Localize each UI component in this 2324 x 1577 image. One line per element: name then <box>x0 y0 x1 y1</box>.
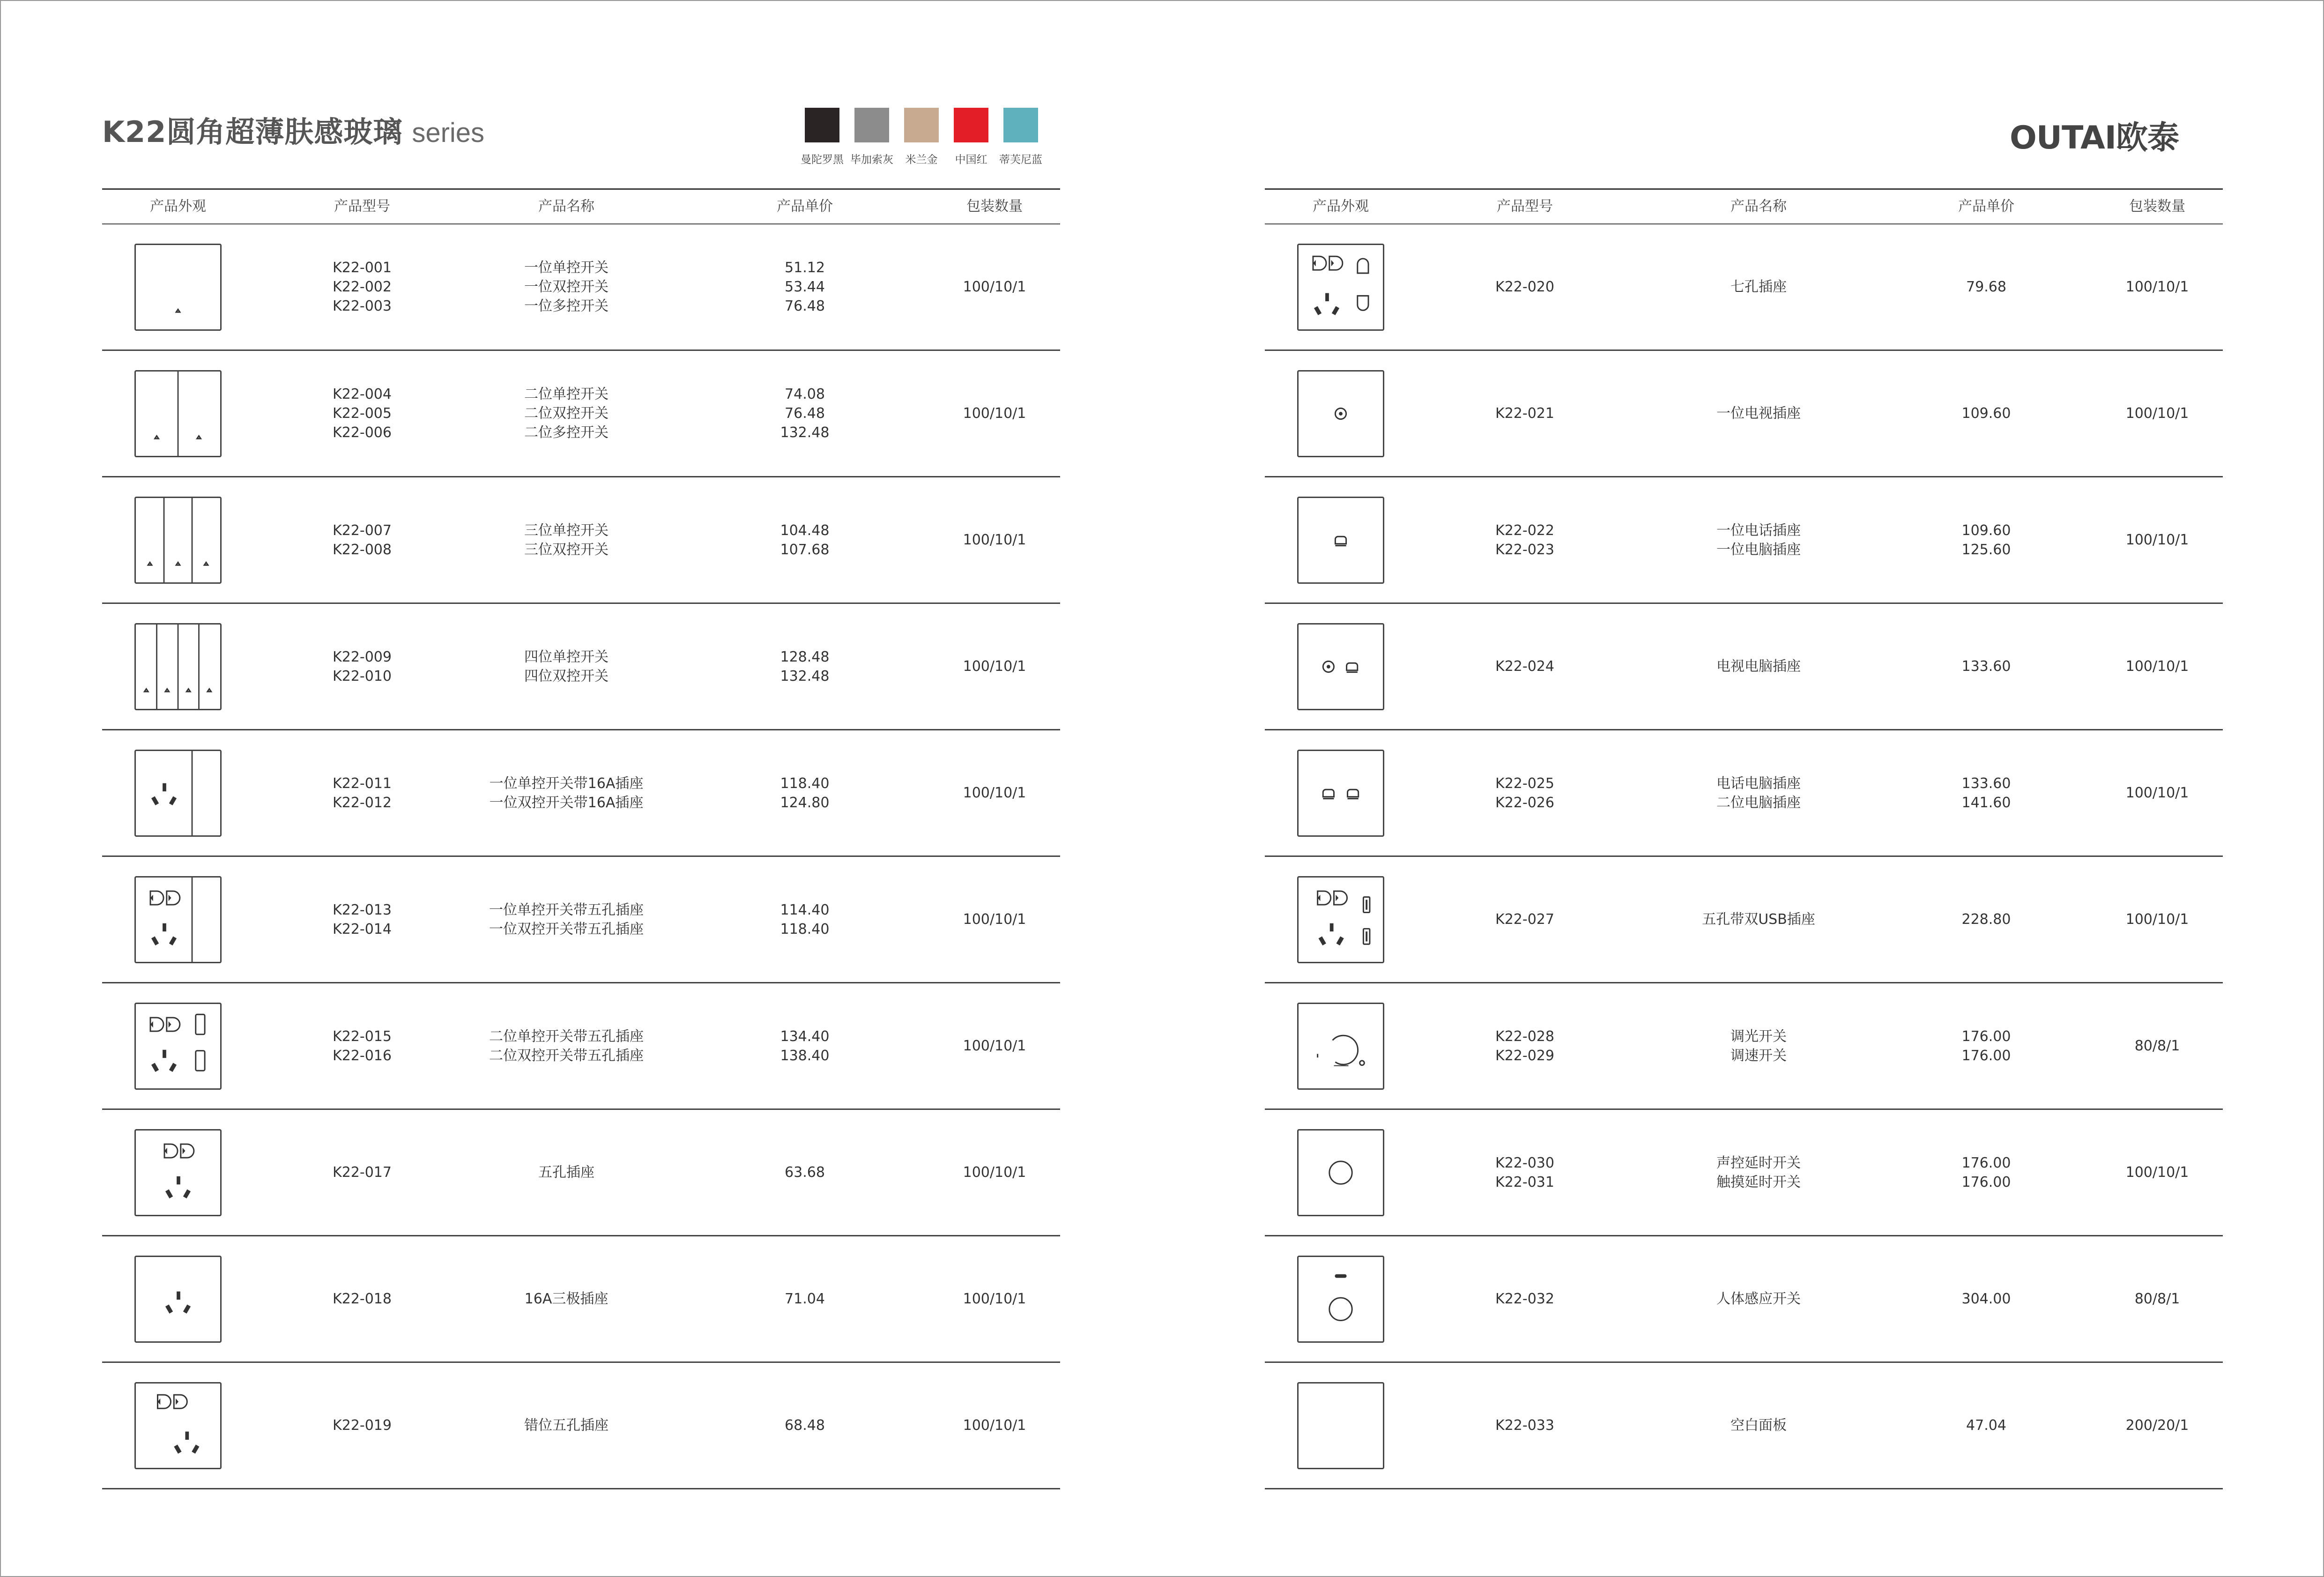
model-cell <box>333 604 392 729</box>
cell-text: 电视电脑插座 <box>1716 658 1801 675</box>
header-appearance: 产品外观 <box>150 198 206 215</box>
quantity-cell <box>963 857 1026 982</box>
name-cell <box>524 477 609 603</box>
price-cell <box>780 604 830 729</box>
cell-text: K22-022 <box>1495 522 1554 539</box>
color-label: 毕加索灰 <box>850 154 893 166</box>
cell-text: K22-007 <box>333 522 392 539</box>
cell-text: 100/10/1 <box>2125 911 2189 928</box>
cell-text: 二位单控开关 <box>524 386 609 402</box>
table-row <box>102 477 1060 604</box>
cell-text: 109.60 <box>1961 405 2011 422</box>
name-cell <box>524 351 609 476</box>
cell-text: 一位电话插座 <box>1716 522 1801 539</box>
cell-text: 五孔带双USB插座 <box>1702 911 1815 928</box>
color-swatch <box>943 108 999 166</box>
quantity-cell <box>963 604 1026 729</box>
table-row <box>1265 224 2223 351</box>
cell-text: 100/10/1 <box>2125 1164 2189 1181</box>
name-cell <box>524 224 609 350</box>
cell-text: K22-005 <box>333 405 392 422</box>
model-cell <box>1495 857 1554 982</box>
table-row <box>102 224 1060 351</box>
model-cell <box>1495 604 1554 729</box>
model-cell <box>333 983 392 1108</box>
header-price: 产品单价 <box>777 198 833 215</box>
color-swatch <box>894 108 949 166</box>
price-cell <box>785 224 825 350</box>
cell-text: K22-009 <box>333 648 392 665</box>
name-cell <box>1730 224 1787 350</box>
cell-text: 16A三极插座 <box>524 1291 609 1307</box>
price-cell <box>780 351 830 476</box>
table-row <box>102 730 1060 857</box>
price-cell <box>1962 477 2011 603</box>
model-cell <box>333 857 392 982</box>
color-label: 中国红 <box>955 154 988 166</box>
cell-text: 124.80 <box>780 794 830 811</box>
cell-text: 二位双控开关 <box>524 405 609 422</box>
cell-text: 80/8/1 <box>2134 1291 2180 1307</box>
cell-text: 一位单控开关 <box>524 260 609 276</box>
table-row <box>102 983 1060 1110</box>
price-cell <box>1966 224 2006 350</box>
seven-pin-socket-icon <box>1297 244 1384 331</box>
price-cell <box>785 1363 825 1488</box>
cell-text: 电话电脑插座 <box>1716 775 1801 792</box>
price-cell <box>1962 1236 2011 1361</box>
quantity-cell <box>963 1236 1026 1361</box>
cell-text: K22-031 <box>1495 1174 1554 1190</box>
price-cell <box>1962 730 2011 855</box>
model-cell <box>333 477 392 603</box>
cell-text: 调光开关 <box>1730 1028 1787 1045</box>
cell-text: 176.00 <box>1961 1047 2011 1064</box>
header-name: 产品名称 <box>538 198 594 215</box>
cell-text: K22-013 <box>333 901 392 918</box>
cell-text: K22-032 <box>1495 1291 1554 1307</box>
motion-sensor-switch-icon <box>1297 1256 1384 1343</box>
price-cell <box>780 857 830 982</box>
quantity-cell <box>963 351 1026 476</box>
name-cell <box>489 983 644 1108</box>
price-cell <box>785 1110 825 1235</box>
cell-text: 二位电脑插座 <box>1716 794 1801 811</box>
cell-text: 63.68 <box>785 1164 825 1181</box>
model-cell <box>333 351 392 476</box>
header-quantity: 包装数量 <box>966 198 1023 215</box>
model-cell <box>1495 351 1554 476</box>
cell-text: 人体感应开关 <box>1716 1291 1801 1307</box>
cell-text: K22-016 <box>333 1047 392 1064</box>
cell-text: K22-018 <box>333 1291 392 1307</box>
cell-text: 100/10/1 <box>963 279 1026 295</box>
cell-text: 声控延时开关 <box>1716 1154 1801 1171</box>
switch-16a-socket-icon <box>134 750 222 837</box>
model-cell <box>1495 1363 1554 1488</box>
cell-text: 200/20/1 <box>2125 1417 2189 1434</box>
model-cell <box>333 1363 392 1488</box>
price-cell <box>1962 351 2011 476</box>
price-cell <box>1962 983 2011 1108</box>
dimmer-switch-icon <box>1297 1003 1384 1090</box>
cell-text: 125.60 <box>1961 541 2011 558</box>
cell-text: 304.00 <box>1961 1291 2011 1307</box>
table-row <box>102 857 1060 983</box>
price-cell <box>780 983 830 1108</box>
color-chip <box>954 108 988 142</box>
cell-text: K22-012 <box>333 794 392 811</box>
cell-text: K22-019 <box>333 1417 392 1434</box>
cell-text: 118.40 <box>780 775 830 792</box>
cell-text: 118.40 <box>780 921 830 937</box>
cell-text: 68.48 <box>785 1417 825 1434</box>
cell-text: 134.40 <box>780 1028 830 1045</box>
cell-text: K22-014 <box>333 921 392 937</box>
name-cell <box>1716 477 1801 603</box>
table-row <box>1265 1363 2223 1489</box>
cell-text: 100/10/1 <box>2125 785 2189 801</box>
cell-text: K22-029 <box>1495 1047 1554 1064</box>
quantity-cell <box>2135 1236 2180 1361</box>
cell-text: K22-004 <box>333 386 392 402</box>
color-chip <box>854 108 889 142</box>
two-data-socket-icon <box>1297 750 1384 837</box>
name-cell <box>1730 1363 1787 1488</box>
cell-text: K22-011 <box>333 775 392 792</box>
cell-text: K22-017 <box>333 1164 392 1181</box>
cell-text: 133.60 <box>1961 658 2011 675</box>
cell-text: 100/10/1 <box>2125 279 2189 295</box>
quantity-cell <box>2126 477 2189 603</box>
price-cell <box>1962 857 2011 982</box>
cell-text: 三位双控开关 <box>524 541 609 558</box>
cell-text: 三位单控开关 <box>524 522 609 539</box>
quantity-cell <box>2135 983 2180 1108</box>
color-chip <box>805 108 839 142</box>
catalog-title <box>102 109 484 150</box>
price-cell <box>780 477 830 603</box>
header-quantity: 包装数量 <box>2129 198 2185 215</box>
color-swatch <box>794 108 850 166</box>
cell-text: 132.48 <box>780 424 830 441</box>
cell-text: 100/10/1 <box>2125 532 2189 548</box>
quantity-cell <box>963 477 1026 603</box>
cell-text: 四位双控开关 <box>524 668 609 684</box>
table-row <box>1265 730 2223 857</box>
model-cell <box>333 730 392 855</box>
two-gang-switch-icon <box>134 370 222 457</box>
usb-socket-icon <box>1297 876 1384 963</box>
table-row <box>102 1110 1060 1236</box>
table-row <box>1265 857 2223 983</box>
cell-text: 一位双控开关 <box>524 279 609 295</box>
cell-text: 100/10/1 <box>963 911 1026 928</box>
name-cell <box>1730 983 1787 1108</box>
offset-five-pin-socket-icon <box>134 1382 222 1469</box>
cell-text: 100/10/1 <box>2125 658 2189 675</box>
cell-text: 79.68 <box>1966 279 2006 295</box>
quantity-cell <box>963 983 1026 1108</box>
product-table-right <box>1265 188 2223 1489</box>
cell-text: 一位双控开关带五孔插座 <box>489 921 644 937</box>
table-row <box>1265 1236 2223 1363</box>
price-cell <box>1966 1363 2006 1488</box>
cell-text: 51.12 <box>785 260 825 276</box>
tv-computer-socket-icon <box>1297 623 1384 710</box>
cell-text: K22-010 <box>333 668 392 684</box>
quantity-cell <box>2126 224 2189 350</box>
cell-text: K22-028 <box>1495 1028 1554 1045</box>
cell-text: K22-026 <box>1495 794 1554 811</box>
quantity-cell <box>963 730 1026 855</box>
switch-five-pin-socket-icon <box>134 876 222 963</box>
header-price: 产品单价 <box>1958 198 2014 215</box>
cell-text: K22-003 <box>333 298 392 314</box>
table-row <box>1265 983 2223 1110</box>
quantity-cell <box>2126 857 2189 982</box>
cell-text: K22-015 <box>333 1028 392 1045</box>
cell-text: 七孔插座 <box>1730 279 1787 295</box>
table-row <box>1265 477 2223 604</box>
name-cell <box>489 857 644 982</box>
cell-text: 空白面板 <box>1730 1417 1787 1434</box>
table-row <box>1265 351 2223 477</box>
blank-panel-icon <box>1297 1382 1384 1469</box>
color-swatch <box>844 108 899 166</box>
quantity-cell <box>2126 604 2189 729</box>
cell-text: 调速开关 <box>1730 1047 1787 1064</box>
two-switch-five-pin-socket-icon <box>134 1003 222 1090</box>
one-gang-switch-icon <box>134 244 222 331</box>
header-appearance: 产品外观 <box>1313 198 1369 215</box>
cell-text: K22-027 <box>1495 911 1554 928</box>
cell-text: 114.40 <box>780 901 830 918</box>
quantity-cell <box>963 1363 1026 1488</box>
model-cell <box>333 224 392 350</box>
five-pin-socket-icon <box>134 1129 222 1216</box>
cell-text: 141.60 <box>1961 794 2011 811</box>
cell-text: 74.08 <box>785 386 825 402</box>
color-swatch <box>993 108 1048 166</box>
cell-text: 100/10/1 <box>963 405 1026 422</box>
cell-text: 二位多控开关 <box>524 424 609 441</box>
cell-text: K22-033 <box>1495 1417 1554 1434</box>
cell-text: K22-001 <box>333 260 392 276</box>
name-cell <box>1716 351 1801 476</box>
color-chip <box>904 108 939 142</box>
cell-text: K22-023 <box>1495 541 1554 558</box>
name-cell <box>524 604 609 729</box>
header-model: 产品型号 <box>1497 198 1553 215</box>
cell-text: 触摸延时开关 <box>1716 1174 1801 1190</box>
model-cell <box>1495 1236 1554 1361</box>
table-row <box>102 1363 1060 1489</box>
cell-text: K22-025 <box>1495 775 1554 792</box>
color-label: 米兰金 <box>905 154 938 166</box>
cell-text: 五孔插座 <box>538 1164 594 1181</box>
model-cell <box>1495 477 1554 603</box>
name-cell <box>1716 730 1801 855</box>
price-cell <box>780 730 830 855</box>
cell-text: 一位电脑插座 <box>1716 541 1801 558</box>
quantity-cell <box>2126 1110 2189 1235</box>
model-cell <box>333 1110 392 1235</box>
cell-text: 100/10/1 <box>963 1038 1026 1054</box>
table-row <box>102 351 1060 477</box>
cell-text: 错位五孔插座 <box>524 1417 609 1434</box>
16a-socket-icon <box>134 1256 222 1343</box>
cell-text: 176.00 <box>1961 1028 2011 1045</box>
cell-text: K22-021 <box>1495 405 1554 422</box>
cell-text: 109.60 <box>1961 522 2011 539</box>
name-cell <box>1702 857 1815 982</box>
three-gang-switch-icon <box>134 497 222 584</box>
cell-text: 76.48 <box>785 298 825 314</box>
cell-text: 133.60 <box>1961 775 2011 792</box>
cell-text: 138.40 <box>780 1047 830 1064</box>
cell-text: 二位单控开关带五孔插座 <box>489 1028 644 1045</box>
color-label: 曼陀罗黑 <box>801 154 844 166</box>
color-swatches <box>801 108 1058 169</box>
quantity-cell <box>2126 351 2189 476</box>
cell-text: K22-020 <box>1495 279 1554 295</box>
cell-text: 71.04 <box>785 1291 825 1307</box>
name-cell <box>1716 1110 1801 1235</box>
name-cell <box>524 1363 609 1488</box>
cell-text: K22-024 <box>1495 658 1554 675</box>
cell-text: 176.00 <box>1961 1154 2011 1171</box>
name-cell <box>1716 1236 1801 1361</box>
table-row <box>102 1236 1060 1363</box>
tv-socket-icon <box>1297 370 1384 457</box>
cell-text: 80/8/1 <box>2134 1038 2180 1054</box>
cell-text: 176.00 <box>1961 1174 2011 1190</box>
table-row <box>1265 1110 2223 1236</box>
color-label: 蒂芙尼蓝 <box>999 154 1042 166</box>
cell-text: K22-006 <box>333 424 392 441</box>
cell-text: 一位单控开关带五孔插座 <box>489 901 644 918</box>
quantity-cell <box>963 224 1026 350</box>
quantity-cell <box>2126 730 2189 855</box>
cell-text: 132.48 <box>780 668 830 684</box>
cell-text: 一位双控开关带16A插座 <box>489 794 644 811</box>
model-cell <box>1495 730 1554 855</box>
quantity-cell <box>2126 1363 2189 1488</box>
cell-text: 47.04 <box>1966 1417 2006 1434</box>
name-cell <box>538 1110 594 1235</box>
cell-text: 107.68 <box>780 541 830 558</box>
header-model: 产品型号 <box>334 198 390 215</box>
name-cell <box>490 730 644 855</box>
cell-text: K22-030 <box>1495 1154 1554 1171</box>
cell-text: 53.44 <box>785 279 825 295</box>
cell-text: 100/10/1 <box>963 1291 1026 1307</box>
price-cell <box>1962 1110 2011 1235</box>
cell-text: K22-002 <box>333 279 392 295</box>
series-title: K22圆角超薄肤感玻璃 <box>102 115 403 149</box>
cell-text: 一位电视插座 <box>1716 405 1801 422</box>
cell-text: 100/10/1 <box>963 658 1026 675</box>
header-name: 产品名称 <box>1730 198 1787 215</box>
four-gang-switch-icon <box>134 623 222 710</box>
cell-text: 一位多控开关 <box>524 298 609 314</box>
cell-text: 一位单控开关带16A插座 <box>489 775 644 792</box>
cell-text: K22-008 <box>333 541 392 558</box>
price-cell <box>785 1236 825 1361</box>
model-cell <box>333 1236 392 1361</box>
delay-switch-icon <box>1297 1129 1384 1216</box>
cell-text: 100/10/1 <box>2125 405 2189 422</box>
color-chip <box>1003 108 1038 142</box>
cell-text: 104.48 <box>780 522 830 539</box>
cell-text: 100/10/1 <box>963 1164 1026 1181</box>
price-cell <box>1962 604 2011 729</box>
table-row <box>102 604 1060 730</box>
cell-text: 100/10/1 <box>963 1417 1026 1434</box>
quantity-cell <box>963 1110 1026 1235</box>
cell-text: 100/10/1 <box>963 532 1026 548</box>
table-header <box>1265 188 2223 224</box>
cell-text: 76.48 <box>785 405 825 422</box>
cell-text: 128.48 <box>780 648 830 665</box>
cell-text: 二位双控开关带五孔插座 <box>489 1047 644 1064</box>
phone-socket-icon <box>1297 497 1384 584</box>
model-cell <box>1495 224 1554 350</box>
cell-text: 100/10/1 <box>963 785 1026 801</box>
brand-logo: OUTAI欧泰 <box>2010 119 2179 156</box>
model-cell <box>1495 983 1554 1108</box>
series-subtitle: series <box>412 118 485 148</box>
cell-text: 四位单控开关 <box>524 648 609 665</box>
name-cell <box>1716 604 1801 729</box>
cell-text: 228.80 <box>1961 911 2011 928</box>
product-table-left <box>102 188 1060 1489</box>
table-header <box>102 188 1060 224</box>
model-cell <box>1495 1110 1554 1235</box>
table-row <box>1265 604 2223 730</box>
name-cell <box>525 1236 609 1361</box>
